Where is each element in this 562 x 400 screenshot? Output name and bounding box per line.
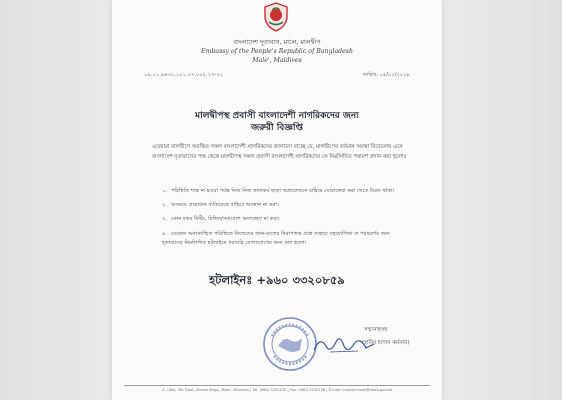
reference-number: ১৯.০১.৯৬৩১.১০১.০৭.০০২.১৭-২২ [144, 72, 224, 78]
embassy-name-english [112, 48, 442, 65]
notice-title: মালদ্বীপস্থ প্রবাসী বাংলাদেশী নাগরিকদের জন্য [195, 111, 359, 121]
notice-subtitle: জরুরী বিজ্ঞপ্তি [251, 123, 303, 133]
signatory-name: (হাবিব হাসান কর্মকার) [362, 340, 410, 346]
advice-list [162, 187, 412, 253]
list-item-number: ২. [162, 202, 168, 209]
hotline-number: হটলাইনঃ +৯৬০ ৩৩২০৮৫৯ [209, 273, 345, 287]
notice-body: এতদ্বারা মালদ্বীপে অবস্থিত সকল বাংলাদেশী নাগরিকদের জানানো যাচ্ছে যে, মালদ্বীপের বর্তমান অবস্থা বিবেচনায় এনে বাংলাদেশ দূতাবাসের পক্ষ থেকে মালদ্বীপস্থ সকল প্রবাসী বাংলাদেশী নাগরিকদের কে নিম্নলিখিত পরামর্শ প্রদান করা হলোঃ [152, 144, 407, 160]
footer-address: G. Ufaa, 5th Floor, Alimas Magu, Male', Maldives | Tel: (960) 3332135 | Fax: (960) 3332136 | E-mail: mission.male@mofa.gov.bd [162, 388, 392, 392]
notice-document [112, 0, 442, 400]
bangladesh-emblem-icon [263, 2, 289, 32]
embassy-name-english-line1: Embassy of the People's Republic of Bangladesh [201, 48, 353, 55]
list-item [162, 201, 412, 210]
list-item-text: পরিস্থিতি শান্ত না হওয়া পর্যন্ত নিজ নিজ কাজকর্ম ছাড়া অপ্রয়োজনে বাহিরে ঘোরাফেরা করা থেকে বিরত থাকা। [171, 188, 395, 194]
list-item [162, 230, 412, 248]
sign-off: সন্মানাহসহ [364, 327, 388, 333]
embassy-name-english-line2: Male', Maldives [252, 56, 302, 64]
list-item [162, 187, 412, 196]
list-item-text: যেকোন অনাকাঙ্খিত পরিস্থিতে নিজেদের জান-মালের নিরাপত্তার প্রশ্নে সাহায্য সহযোগিতা বা পরামর্শের জন্য দূতাবাসের নিম্নলিখিত হটলাইনে সরাসরি যোগাযোগের জন্য বলা হলো। [162, 230, 390, 246]
list-item-text: কোন রকম মিটিং, মিছিল/সমাবেশে অংশগ্রহণ না করা। [171, 216, 280, 223]
list-item-number: ১. [162, 188, 168, 194]
list-item-number: ৪. [162, 230, 168, 237]
list-item [162, 215, 412, 224]
footer-divider [124, 385, 430, 386]
document-date: তারিখ: ০৫/০২/২০১৮ [363, 72, 410, 78]
embassy-name-bangla: বাংলাদেশ দূতাবাস, মালে, মালদ্বীপ [233, 38, 321, 46]
list-item-text: অসময়ে প্রয়োজন ব্যতিরেকে বাহিরে অবস্থান না করা। [171, 202, 279, 209]
list-item-number: ৩. [162, 216, 168, 223]
